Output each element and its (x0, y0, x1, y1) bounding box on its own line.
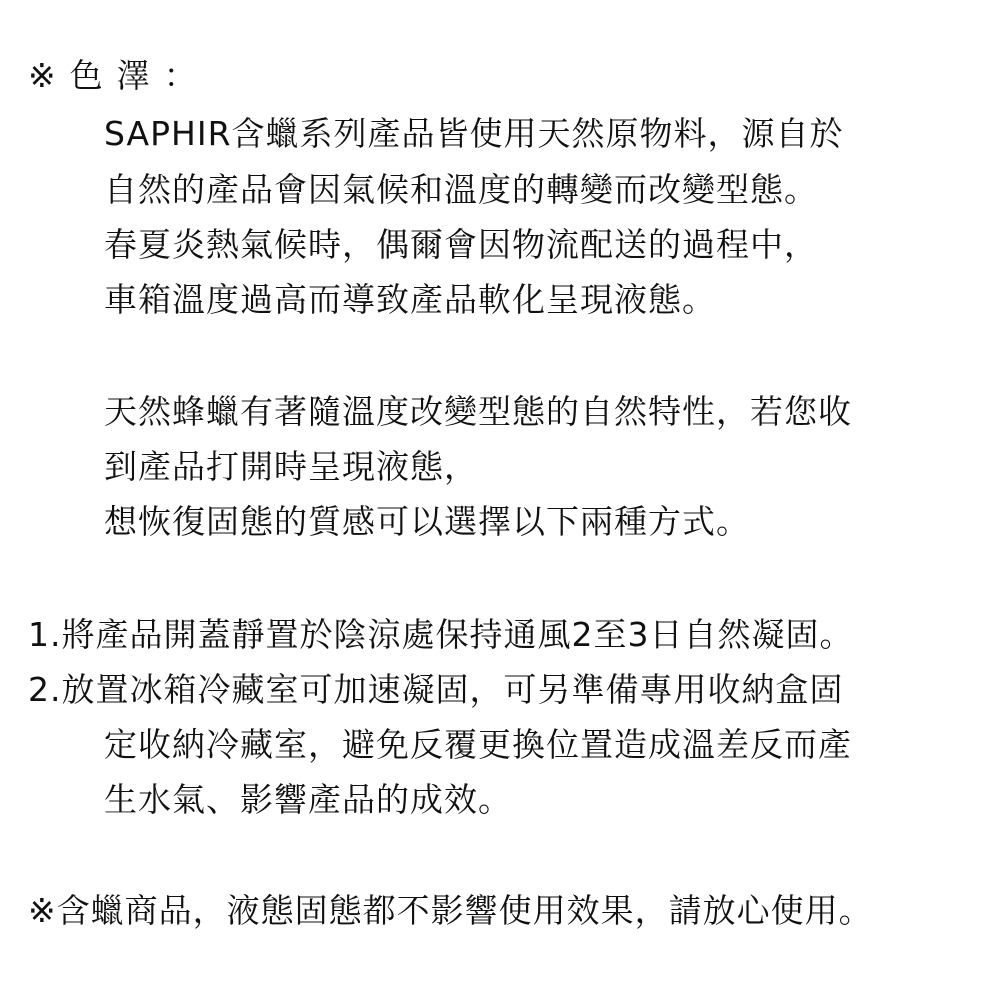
footnote: ※含蠟商品，液態固態都不影響使用效果，請放心使用。 (28, 891, 873, 930)
paragraph-line: SAPHIR含蠟系列產品皆使用天然原物料，源自於 (104, 114, 844, 153)
method-item-2-continued: 生水氣、影響產品的成效。 (104, 780, 512, 819)
section-heading: ※色澤： (28, 56, 211, 95)
method-item-2-continued: 定收納冷藏室，避免反覆更換位置造成溫差反而產 (104, 725, 852, 764)
paragraph-line: 春夏炎熱氣候時，偶爾會因物流配送的過程中， (104, 225, 818, 264)
paragraph-line: 到產品打開時呈現液態， (104, 447, 478, 486)
paragraph-line: 天然蜂蠟有著隨溫度改變型態的自然特性，若您收 (104, 392, 852, 431)
paragraph-line: 車箱溫度過高而導致產品軟化呈現液態。 (104, 280, 716, 319)
paragraph-line: 自然的產品會因氣候和溫度的轉變而改變型態。 (104, 170, 818, 209)
method-item-2: 2.放置冰箱冷藏室可加速凝固，可另準備專用收納盒固 (28, 670, 844, 709)
paragraph-line: 想恢復固態的質感可以選擇以下兩種方式。 (104, 502, 750, 541)
method-item-1: 1.將產品開蓋靜置於陰涼處保持通風2至3日自然凝固。 (28, 615, 854, 654)
